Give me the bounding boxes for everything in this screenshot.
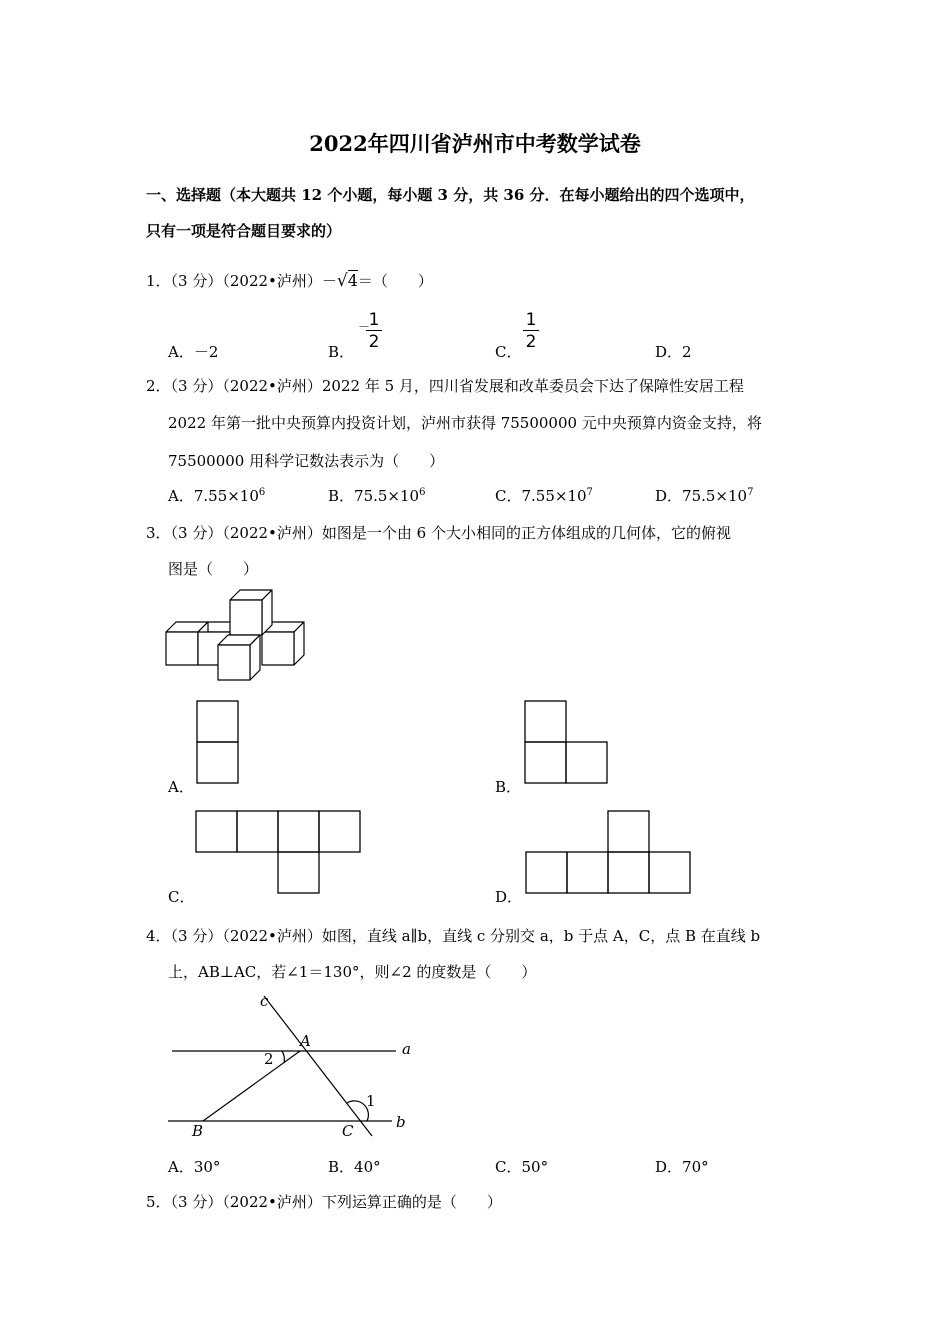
q3-option-a: A． [168,778,194,796]
q1-option-c [495,341,521,362]
q1-option-d: D．2 [655,343,692,361]
q4-option-a: A．30° [168,1158,221,1176]
q3-option-d: D． [495,888,523,906]
section-header-line1: 一、选择题（本大题共 12 个小题，每小题 3 分，共 36 分．在每小题给出的四个选项中， [146,186,755,204]
q3-option-b: B． [495,778,522,796]
q3-option-d-figure [525,810,693,896]
question-5-line1: 5．（3 分）（2022•泸州）下列运算正确的是（ ） [146,1193,502,1211]
label-point-c: C [342,1122,354,1140]
q3-option-c: C． [168,888,195,906]
q2-option-a: A．$7.55\times 10^6$ [168,487,266,505]
question-3-line2: 图是（ ） [168,560,259,578]
q2-option-d: D．$75.5\times 10^7$ [655,487,754,505]
q2-option-c: C．$7.55\times 10^7$ [495,487,593,505]
q1-option-a: A．－2 [168,343,219,361]
q1-option-b-numerator: 1 [366,310,382,331]
label-point-b: B [192,1122,204,1140]
q1-option-c-label: C． [495,343,522,361]
sqrt-symbol: √ [336,271,348,291]
label-angle-1: 1 [366,1092,376,1110]
q4-option-c: C．50° [495,1158,549,1176]
label-angle-2: 2 [264,1050,274,1068]
q1-option-b [328,341,354,362]
question-4-line1: 4．（3 分）（2022•泸州）如图，直线 a∥b，直线 c 分别交 a，b 于点 A，C，点 B 在直线 b [146,927,761,945]
page-title: 2022年四川省泸州市中考数学试卷 [309,131,641,156]
q3-option-b-figure [524,700,610,786]
question-2-line1: 2．（3 分）（2022•泸州）2022 年 5 月，四川省发展和改革委员会下达了保障性安居工程 [146,377,744,395]
question-1-suffix: ＝（ ） [357,272,433,290]
section-header-line2: 只有一项是符合题目要求的） [146,222,342,240]
label-point-a: A [300,1032,311,1050]
question-2-line2: 2022 年第一批中央预算内投资计划，泸州市获得 75500000 元中央预算内资金支持，将 [168,414,762,432]
question-2-line3: 75500000 用科学记数法表示为（ ） [168,452,445,470]
q4-option-d: D．70° [655,1158,709,1176]
question-4-line2: 上，AB⊥AC，若∠1＝130°，则∠2 的度数是（ ） [168,963,537,981]
cube-solid-figure [160,585,310,685]
q3-option-a-figure [196,700,240,786]
q1-option-c-denominator: 2 [525,332,537,352]
label-b: b [396,1113,406,1131]
label-a: a [402,1040,411,1058]
parallel-lines-figure [160,990,420,1140]
q1-option-c-numerator: 1 [523,310,539,331]
question-3-line1: 3．（3 分）（2022•泸州）如图是一个由 6 个大小相同的正方体组成的几何体，它的俯视 [146,524,731,542]
question-1-radicand: 4 [347,271,358,290]
q1-option-b-denominator: 2 [368,332,380,352]
label-c: c [260,992,269,1010]
question-1-stem [146,270,433,291]
question-1-prefix: 1．（3 分）（2022•泸州）－ [146,272,337,290]
q1-option-b-minus: － [358,320,371,334]
q1-option-b-label: B． [328,343,355,361]
q3-option-c-figure [195,810,363,896]
q4-option-b: B．40° [328,1158,381,1176]
q2-option-b: B．$75.5\times 10^6$ [328,487,426,505]
